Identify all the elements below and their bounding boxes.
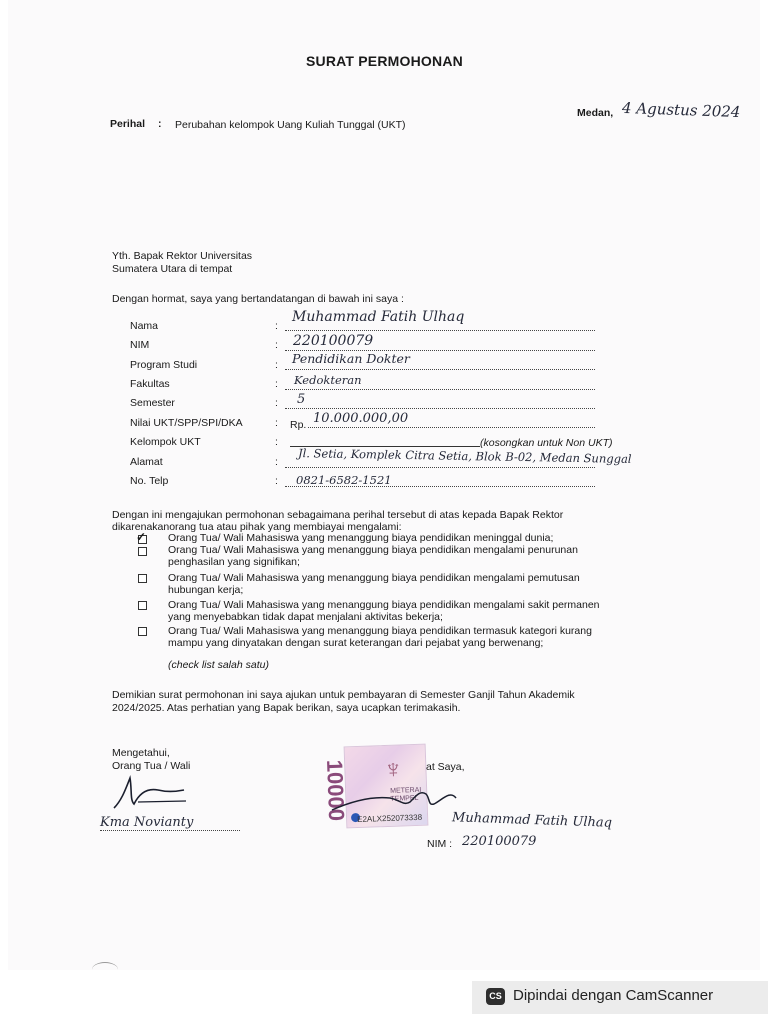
applicant-nim-handwritten: 220100079 [462, 834, 537, 849]
field-colon: : [275, 436, 278, 448]
request-line2: dikarenakanorang tua atau pihak yang membiayai mengalami: [112, 521, 402, 533]
checkbox-option-2 [138, 547, 147, 556]
field-line [285, 330, 595, 331]
field-value-nilai-ukt: 10.000.000,00 [313, 411, 409, 426]
field-value-nim: 220100079 [293, 333, 374, 349]
sign-left-line2: Orang Tua / Wali [112, 760, 191, 772]
checkbox-option-5 [138, 627, 147, 636]
field-label-nim: NIM [130, 339, 150, 351]
closing-line1: Demikian surat permohonan ini saya ajukan untuk pembayaran di Semester Ganjil Tahun Akademik [112, 689, 575, 701]
field-colon: : [275, 359, 278, 371]
closing-line2: 2024/2025. Atas perhatian yang Bapak berikan, saya ucapkan terimakasih. [112, 702, 461, 714]
option-3-line1: Orang Tua/ Wali Mahasiswa yang menanggung biaya pendidikan mengalami pemutusan [168, 572, 580, 584]
applicant-signature-scribble [330, 780, 470, 820]
field-note-kelompok-ukt: (kosongkan untuk Non UKT) [480, 437, 613, 449]
field-colon: : [275, 456, 278, 468]
page-curl-mark [92, 962, 118, 977]
field-label-nama: Nama [130, 320, 159, 332]
field-value-alamat: Jl. Setia, Komplek Citra Setia, Blok B-02, Medan Sunggal [297, 446, 632, 466]
field-colon: : [275, 475, 278, 487]
addressee-line2: Sumatera Utara di tempat [112, 263, 233, 275]
option-2-line1: Orang Tua/ Wali Mahasiswa yang menanggung biaya pendidikan mengalami penurunan [168, 544, 578, 556]
check-note: (check list salah satu) [168, 659, 269, 671]
field-line [285, 389, 595, 390]
option-5-line1: Orang Tua/ Wali Mahasiswa yang menanggung biaya pendidikan termasuk kategori kurang [168, 625, 592, 637]
field-line [285, 486, 595, 487]
request-line1: Dengan ini mengajukan permohonan sebagaimana perihal tersebut di atas kepada Bapak Rektor [112, 509, 564, 521]
field-colon: : [275, 320, 278, 332]
camscanner-text: Dipindai dengan CamScanner [513, 987, 714, 1004]
field-line [285, 467, 595, 468]
greeting: Dengan hormat, saya yang bertandatangan di bawah ini saya : [112, 293, 404, 305]
field-value-semester: 5 [297, 392, 306, 407]
option-4-line2: yang menyebabkan tidak dapat menjalani aktivitas bekerja; [168, 611, 443, 623]
place-date-printed: Medan, [577, 107, 614, 119]
stamp-text-line1: METERAI [390, 786, 422, 795]
applicant-nim-label: NIM : [427, 838, 453, 850]
parent-signature-scribble [108, 770, 198, 815]
field-label-semester: Semester [130, 397, 175, 409]
option-2-line2: penghasilan yang signifikan; [168, 556, 300, 568]
field-line [285, 369, 595, 370]
checkmark-icon: ✓ [136, 530, 147, 544]
garuda-emblem-icon: ♆ [382, 753, 404, 785]
stamp-denomination: 10000 [322, 759, 350, 822]
camscanner-logo-icon: CS [486, 988, 505, 1005]
parent-name-line [100, 830, 240, 831]
sign-left-line1: Mengetahui, [112, 747, 170, 759]
field-colon: : [275, 378, 278, 390]
field-colon: : [275, 417, 278, 429]
field-label-fakultas: Fakultas [130, 378, 170, 390]
addressee-line1: Yth. Bapak Rektor Universitas [112, 250, 253, 262]
parent-name-handwritten: Kma Novianty [100, 815, 194, 830]
field-label-nilai-ukt: Nilai UKT/SPP/SPI/DKA [130, 417, 243, 429]
field-value-nama: Muhammad Fatih Ulhaq [292, 309, 465, 325]
field-prefix-rp: Rp. [290, 419, 307, 431]
perihal-value: Perubahan kelompok Uang Kuliah Tunggal (UKT) [175, 119, 406, 131]
applicant-name-handwritten: Muhammad Fatih Ulhaq [451, 810, 613, 831]
perihal-label: Perihal [110, 118, 146, 130]
document-title: SURAT PERMOHONAN [306, 53, 463, 69]
field-label-program-studi: Program Studi [130, 359, 198, 371]
perihal-colon: : [158, 118, 162, 130]
place-date-handwritten: 4 Agustus 2024 [621, 98, 741, 122]
field-label-no-telp: No. Telp [130, 475, 169, 487]
field-value-program-studi: Pendidikan Dokter [292, 351, 410, 366]
field-line [308, 427, 595, 428]
option-5-line2: mampu yang dinyatakan dengan surat keterangan dari pejabat yang berwenang; [168, 637, 544, 649]
option-4-line1: Orang Tua/ Wali Mahasiswa yang menanggung biaya pendidikan mengalami sakit permanen [168, 599, 600, 611]
stamp-text-line2: TEMPEL [390, 794, 419, 803]
field-label-kelompok-ukt: Kelompok UKT [130, 436, 201, 448]
option-3-line2: hubungan kerja; [168, 584, 244, 596]
field-value-no-telp: 0821-6582-1521 [296, 473, 392, 487]
option-1-line1: Orang Tua/ Wali Mahasiswa yang menanggung biaya pendidikan meninggal dunia; [168, 532, 554, 544]
field-colon: : [275, 397, 278, 409]
checkbox-option-4 [138, 601, 147, 610]
field-label-alamat: Alamat [130, 456, 163, 468]
checkbox-option-3 [138, 574, 147, 583]
field-colon: : [275, 339, 278, 351]
sign-right-label: at Saya, [426, 761, 465, 773]
field-value-fakultas: Kedokteran [294, 373, 362, 387]
field-line [285, 408, 595, 409]
stamp-serial: E2ALX252073338 [356, 812, 423, 825]
